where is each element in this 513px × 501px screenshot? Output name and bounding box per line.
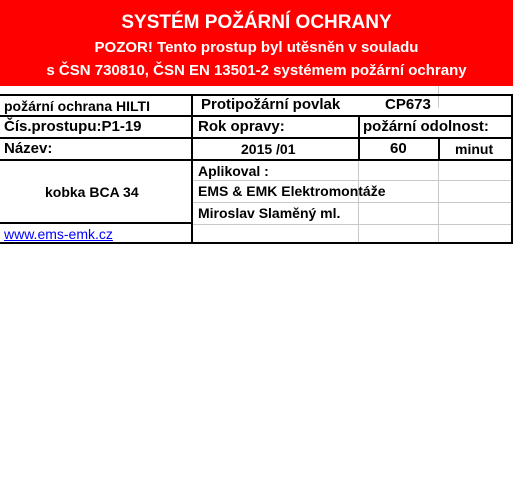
product-code: CP673 xyxy=(385,96,431,113)
product-label: Protipožární povlak xyxy=(201,96,341,113)
location: kobka BCA 34 xyxy=(45,184,139,200)
fire-resistance-value: 60 xyxy=(390,140,407,157)
info-table xyxy=(0,86,513,244)
name-label: Název: xyxy=(4,140,53,157)
applied-label: Aplikoval : xyxy=(198,163,269,179)
fire-resistance-unit: minut xyxy=(455,141,494,157)
system-name: požární ochrana HILTI xyxy=(4,98,150,114)
table-border xyxy=(358,137,360,160)
gridline xyxy=(192,224,512,225)
gridline xyxy=(438,86,439,108)
repair-date: 2015 /01 xyxy=(241,141,296,157)
table-border xyxy=(358,115,360,138)
header-standards-line: s ČSN 730810, ČSN EN 13501-2 systémem požární ochrany xyxy=(46,62,467,79)
table-border xyxy=(191,94,193,244)
penetration-number: Čís.prostupu:P1-19 xyxy=(4,118,142,135)
warning-header xyxy=(0,0,513,86)
header-warning-line: POZOR! Tento prostup byl utěsněn v souladu xyxy=(94,39,419,56)
repair-year-label: Rok opravy: xyxy=(198,118,285,135)
table-border xyxy=(438,137,440,160)
fire-resistance-label: požární odolnost: xyxy=(363,118,489,135)
company-name: EMS & EMK Elektromontáže xyxy=(198,183,386,199)
applicator-name: Miroslav Slaměný ml. xyxy=(198,205,341,221)
header-title: SYSTÉM POŽÁRNÍ OCHRANY xyxy=(121,12,392,33)
website-link[interactable]: www.ems-emk.cz xyxy=(4,226,113,242)
